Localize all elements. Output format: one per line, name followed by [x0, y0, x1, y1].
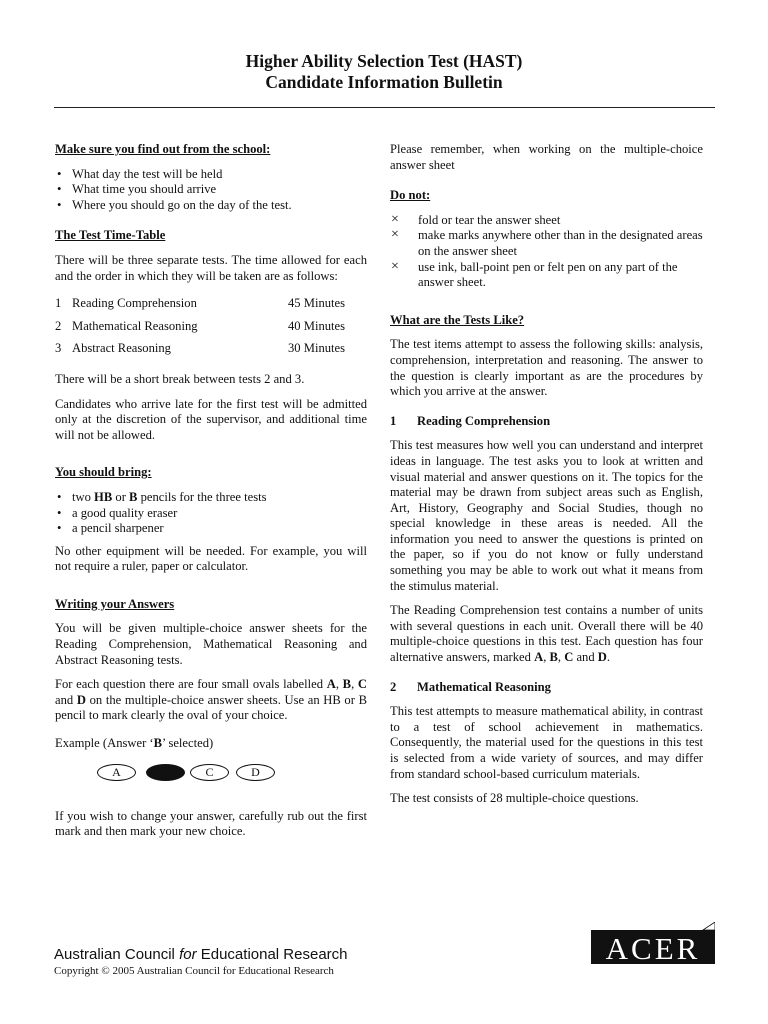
text: or	[112, 489, 130, 504]
list-item: • a good quality eraser	[55, 506, 367, 522]
title-line-2: Candidate Information Bulletin	[265, 72, 503, 92]
text: For each question there are four small ovals labelled	[55, 677, 327, 692]
table-row	[55, 296, 367, 319]
letter: D	[597, 650, 607, 665]
letter: B	[342, 677, 352, 692]
oval-a: A	[97, 764, 136, 781]
timetable-intro: There will be three separate tests. The time allowed for each and the order in which they will be taken are as follows:	[55, 252, 367, 283]
footer-copyright: Copyright © 2005 Australian Council for Educational Research	[54, 965, 334, 977]
math-paragraph-1: This test attempts to measure mathematical ability, in contrast to a test of school achievement in mathematics. Consequently, the material used for the questions in this test is selected from a wide variety of sources, and may differ from standard school-based curriculum materials.	[390, 704, 703, 781]
text: and	[55, 692, 77, 707]
school-heading: Make sure you find out from the school:	[55, 142, 271, 156]
text: Australian Council	[54, 946, 180, 963]
left-column	[55, 142, 367, 849]
title-line-1: Higher Ability Selection Test (HAST)	[245, 51, 523, 71]
test-number: 3	[55, 341, 62, 356]
letter: A	[326, 677, 336, 692]
bring-list	[55, 490, 367, 537]
letter: C	[357, 677, 368, 692]
school-list	[55, 167, 367, 214]
list-item: • a pencil sharpener	[55, 521, 367, 537]
text: ,	[543, 650, 550, 665]
text: and	[573, 650, 598, 665]
writing-paragraph-2	[55, 677, 367, 724]
pencil-grade: B	[129, 489, 138, 504]
letter: A	[534, 650, 544, 665]
list-item: • What time you should arrive	[55, 182, 367, 198]
timetable	[55, 296, 367, 364]
test-time: 30 Minutes	[288, 341, 346, 356]
text: pencils for the three tests	[137, 489, 267, 504]
oval-b-filled	[146, 764, 185, 781]
tests-heading: What are the Tests Like?	[390, 312, 525, 327]
equipment-text: No other equipment will be needed. For example, you will not require a ruler, paper or calculator.	[55, 543, 367, 574]
table-row	[55, 341, 367, 364]
reading-paragraph-1: This test measures how well you can understand and interpret ideas in language. The test asks you to look at written and visual material and answer questions on it. The topics for the material may be drawn from subject areas such as English, Art, History, Geography and Social Studies, though no special knowledge in these areas is needed. All the information you need to answer the questions is printed on the paper, so if you do not know or fully understand something you may be able to work out what it means from the stimulus material.	[390, 438, 703, 593]
letter: B	[549, 650, 558, 665]
acer-logo	[591, 922, 715, 964]
reading-paragraph-2	[390, 603, 703, 665]
list-item: • What day the test will be held	[55, 167, 367, 183]
late-text: Candidates who arrive late for the first test will be admitted only at the discretion of the supervisor, and additional time will not be allowed.	[55, 396, 367, 442]
title-rule	[54, 107, 715, 108]
mathematical-reasoning-heading	[390, 680, 703, 696]
reading-comprehension-heading	[390, 414, 703, 430]
list-item: × fold or tear the answer sheet	[390, 213, 703, 229]
tests-intro: The test items attempt to assess the following skills: analysis, comprehension, interpretation and reasoning. The answer to the question is clearly important as are the procedures by which you arrive at the answer.	[390, 337, 703, 399]
writing-paragraph-1: You will be given multiple-choice answer sheets for the Reading Comprehension, Mathematical Reasoning and Abstract Reasoning tests.	[55, 621, 367, 667]
text: ,	[351, 677, 358, 692]
section-number: 1	[390, 413, 397, 428]
test-time: 40 Minutes	[288, 318, 346, 333]
text: two	[72, 489, 95, 504]
timetable-heading: The Test Time-Table	[55, 228, 166, 243]
test-name: Reading Comprehension	[72, 296, 197, 311]
example-text	[55, 736, 367, 752]
right-column	[390, 142, 703, 816]
remember-text: Please remember, when working on the multiple-choice answer sheet	[390, 142, 703, 172]
pencil-grade: HB	[94, 489, 113, 504]
answer-ovals-example	[97, 764, 367, 784]
text: The Reading Comprehension test contains a number of units with several questions in each unit. Overall there will be 40 multiple-choice questions in this test. Each question has four alternative answers, marked	[390, 603, 703, 665]
writing-heading: Writing your Answers	[55, 596, 175, 611]
math-paragraph-2: The test consists of 28 multiple-choice questions.	[390, 791, 639, 806]
letter: B	[153, 736, 163, 751]
list-item: • Where you should go on the day of the test.	[55, 198, 367, 214]
text: on the multiple-choice answer sheets. Use an HB or B pencil to mark clearly the oval of your choice.	[55, 692, 367, 723]
list-item: × use ink, ball-point pen or felt pen on any part of the answer sheet.	[390, 260, 703, 291]
bring-heading: You should bring:	[55, 465, 152, 480]
footer-organisation	[54, 946, 348, 964]
test-number: 1	[55, 296, 62, 311]
section-number: 2	[390, 679, 397, 694]
document-title	[0, 51, 768, 93]
oval-d: D	[236, 764, 275, 781]
text: Example (Answer ‘	[55, 736, 154, 751]
section-title: Reading Comprehension	[417, 413, 551, 428]
donot-heading: Do not:	[390, 188, 431, 203]
oval-c: C	[190, 764, 229, 781]
test-number: 2	[55, 318, 62, 333]
logo-text: ACER	[605, 931, 701, 964]
text: ,	[335, 677, 343, 692]
test-name: Abstract Reasoning	[72, 341, 171, 356]
donot-list	[390, 213, 703, 291]
test-time: 45 Minutes	[288, 296, 346, 311]
text: for	[179, 946, 197, 963]
text: ,	[557, 650, 565, 665]
break-text: There will be a short break between tests 2 and 3.	[55, 371, 305, 386]
list-item	[55, 490, 367, 506]
text: ’ selected)	[162, 736, 214, 751]
text: .	[606, 650, 611, 665]
change-text: If you wish to change your answer, carefully rub out the first mark and then mark your new choice.	[55, 808, 367, 839]
text: Educational Research	[196, 946, 348, 963]
letter: C	[564, 650, 574, 665]
table-row	[55, 319, 367, 342]
list-item: × make marks anywhere other than in the designated areas on the answer sheet	[390, 228, 703, 259]
letter: D	[76, 692, 86, 707]
test-name: Mathematical Reasoning	[72, 318, 198, 333]
section-title: Mathematical Reasoning	[417, 679, 551, 694]
